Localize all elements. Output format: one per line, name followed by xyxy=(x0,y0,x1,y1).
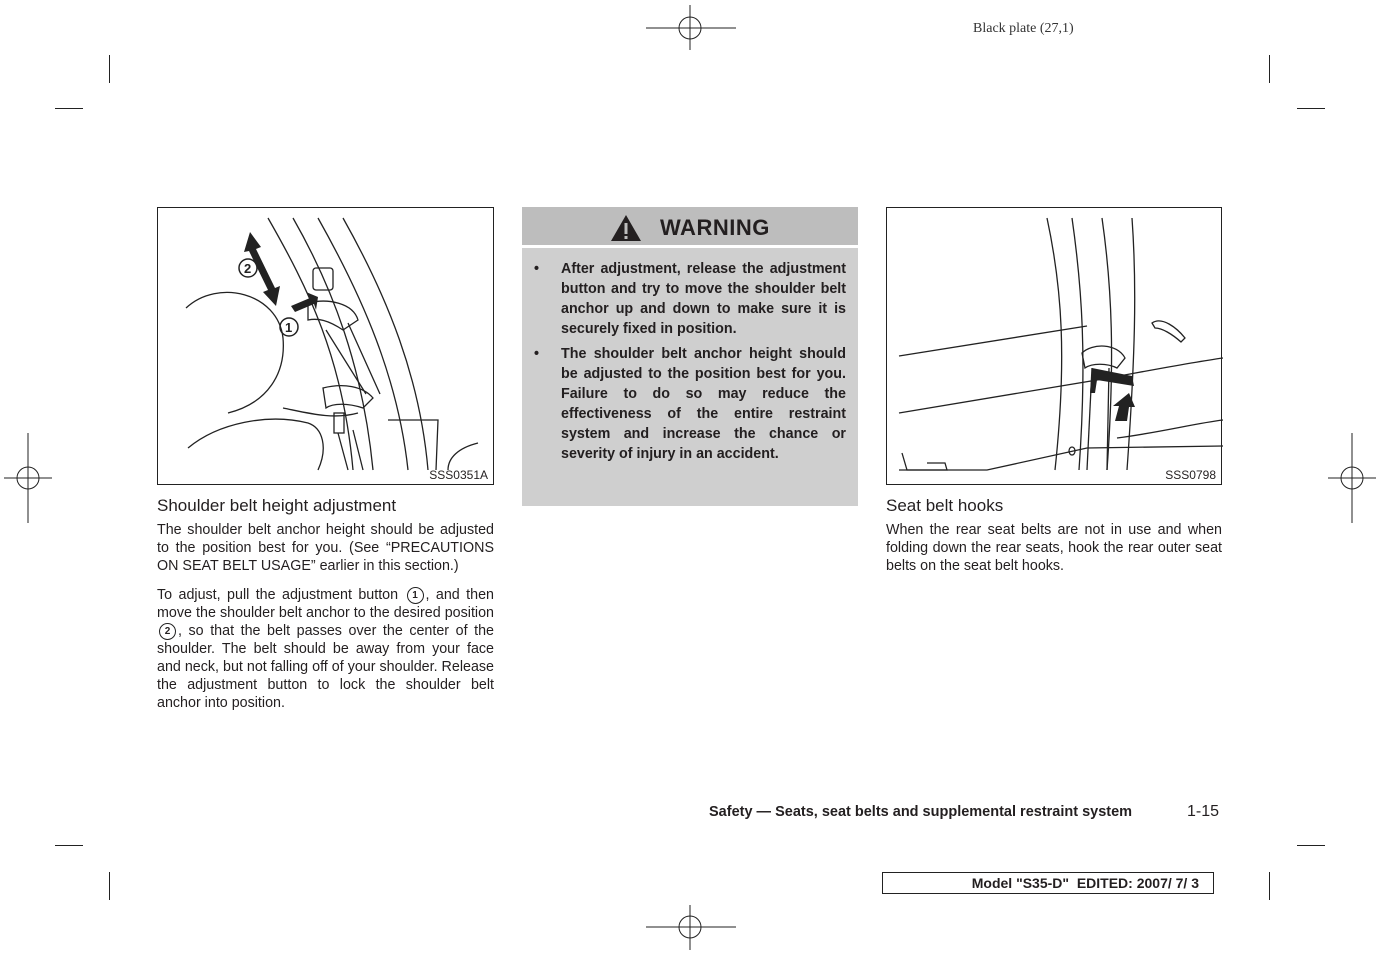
circle-1-icon: 1 xyxy=(407,587,424,604)
warning-box xyxy=(522,207,858,506)
shoulder-belt-illustration xyxy=(158,208,495,486)
warning-item: • After adjustment, release the adjustment button and try to move the shoulder belt anchor up and down to make sure it is securely fixed in position. xyxy=(534,261,846,337)
registration-mark-left xyxy=(4,433,52,523)
warning-header xyxy=(522,207,858,248)
edited-date: EDITED: 2007/ 7/ 3 xyxy=(1076,875,1199,891)
page-number: 1-15 xyxy=(1187,803,1220,820)
warning-item: • The shoulder belt anchor height should be adjusted to the position best for you. Failure to do so may reduce the effectiveness of the entire restraint system and increase the chance or severity of injury in an accident. xyxy=(534,346,846,462)
figure-seat-belt-hooks xyxy=(886,207,1222,485)
shoulder-belt-text xyxy=(157,521,494,723)
paragraph-2: To adjust, pull the adjustment button 1 , and then move the shoulder belt anchor to the desired position 2 , so that the belt passes over the center of the shoulder. The belt should be away from your face and neck, but not falling off of your shoulder. Release the adjustment button to lock the shoulder belt anchor into position. xyxy=(157,587,494,711)
footer-section-title: Safety — Seats, seat belts and supplemental restraint system xyxy=(709,804,1133,820)
heading-seat-belt-hooks: Seat belt hooks xyxy=(886,496,1004,515)
seat-belt-hooks-text xyxy=(886,521,1222,586)
figure-code: SSS0351A xyxy=(429,468,488,482)
paragraph-1: The shoulder belt anchor height should be adjusted to the position best for you. (See “PRECAUTIONS ON SEAT BELT USAGE” earlier in this section.) xyxy=(157,522,494,574)
model-code: "S35-D" xyxy=(1016,875,1070,891)
paragraph: When the rear seat belts are not in use and when folding down the rear seats, hook the rear outer seat belts on the seat belt hooks. xyxy=(886,522,1222,574)
warning-triangle-icon xyxy=(610,214,642,242)
seat-belt-hook-illustration xyxy=(887,208,1223,486)
warning-title: WARNING xyxy=(660,215,770,240)
warning-list xyxy=(534,259,846,469)
registration-mark-bottom xyxy=(646,905,736,950)
registration-mark-top xyxy=(646,5,736,50)
circle-2-icon: 2 xyxy=(159,623,176,640)
label-1: 1 xyxy=(285,320,293,335)
heading-shoulder-belt: Shoulder belt height adjustment xyxy=(157,496,397,515)
model-box: Model "S35-D" EDITED: 2007/ 7/ 3 xyxy=(882,872,1214,894)
label-2: 2 xyxy=(244,261,252,276)
registration-mark-right xyxy=(1328,433,1376,523)
figure-code: SSS0798 xyxy=(1165,468,1216,482)
figure-shoulder-belt xyxy=(157,207,494,485)
plate-label: Black plate (27,1) xyxy=(973,21,1074,36)
